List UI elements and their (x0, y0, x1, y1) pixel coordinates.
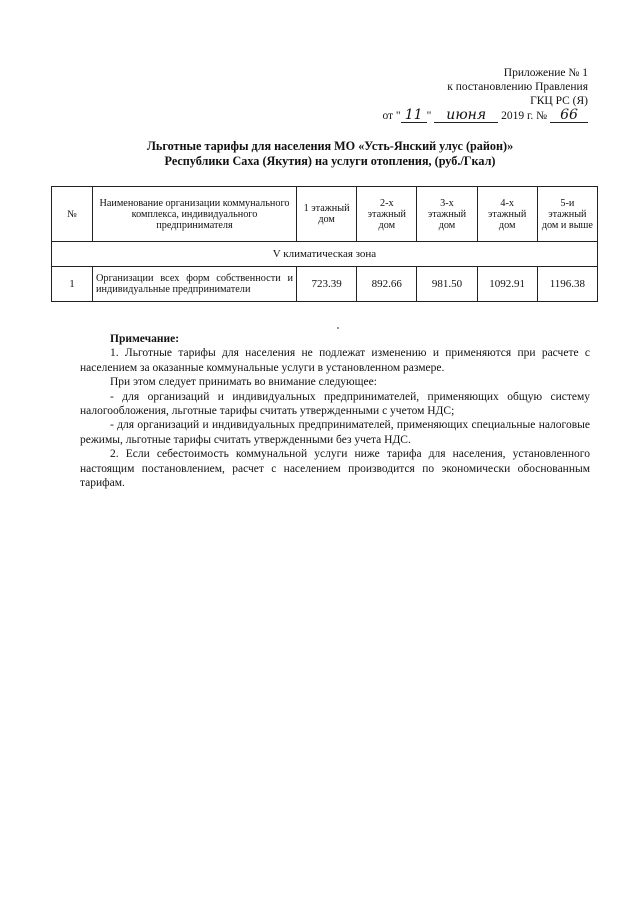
table-header-row (52, 187, 598, 242)
header-number: № (52, 187, 93, 242)
row-number: 1 (52, 267, 93, 302)
appendix-header (382, 66, 588, 123)
handwritten-decree-number: 66 (550, 108, 588, 123)
appendix-reference: к постановлению Правления (447, 81, 588, 93)
header-organization: Наименование организации коммунального комплекса, индивидуального предпринимателя (93, 187, 297, 242)
tariff-value-4-floor: 1092.91 (477, 267, 537, 302)
header-floors-4: 4-х этажный дом (477, 187, 537, 242)
row-organization: Организации всех форм собственности и индивидуальные предприниматели (93, 267, 297, 302)
climate-zone-label: V климатическая зона (52, 242, 598, 267)
scan-speck (337, 327, 339, 329)
header-floors-5-plus: 5-и этажный дом и выше (537, 187, 597, 242)
decree-date-line (382, 108, 588, 123)
tariff-value-5-plus-floor: 1196.38 (537, 267, 597, 302)
date-prefix: от " (382, 110, 401, 122)
note-paragraph-3: - для организаций и индивидуальных предпринимателей, применяющих общую систему налогообложения, льготные тарифы считать утвержденными с учетом НДС; (80, 390, 590, 418)
tariff-value-1-floor: 723.39 (297, 267, 357, 302)
note-paragraph-1: 1. Льготные тарифы для населения не подлежат изменению и применяются при расчете с населением за оказанные коммунальные услуги в установленном размере. (80, 347, 590, 374)
notes-title: Примечание: (110, 333, 180, 345)
notes-section (80, 332, 590, 490)
title-line-1: Льготные тарифы для населения МО «Усть-Янский улус (район)» (146, 139, 514, 153)
note-paragraph-2: При этом следует принимать во внимание следующее: (110, 376, 377, 389)
note-paragraph-4: - для организаций и индивидуальных предпринимателей, применяющих специальные налоговые режимы, льготные тарифы считать утвержденными без учета НДС. (80, 419, 590, 446)
climate-zone-row (52, 242, 598, 267)
header-floors-1: 1 этажный дом (297, 187, 357, 242)
appendix-number: Приложение № 1 (503, 67, 588, 79)
date-quote: " (426, 110, 432, 122)
date-year: 2019 г. № (501, 110, 548, 122)
appendix-organization: ГКЦ РС (Я) (530, 95, 588, 107)
handwritten-day: 11 (401, 108, 427, 123)
handwritten-month: июня (434, 108, 498, 123)
header-floors-3: 3-х этажный дом (417, 187, 477, 242)
header-floors-2: 2-х этажный дом (357, 187, 417, 242)
tariff-table (51, 186, 598, 302)
tariff-value-2-floor: 892.66 (357, 267, 417, 302)
note-paragraph-5: 2. Если себестоимость коммунальной услуги ниже тарифа для населения, установленного настоящим постановлением, расчет с населением производится по экономически обоснованным тарифам. (80, 448, 590, 490)
table-row (52, 267, 598, 302)
document-title (60, 139, 600, 169)
title-line-2: Республики Саха (Якутия) на услуги отопления, (руб./Гкал) (164, 154, 496, 168)
tariff-value-3-floor: 981.50 (417, 267, 477, 302)
